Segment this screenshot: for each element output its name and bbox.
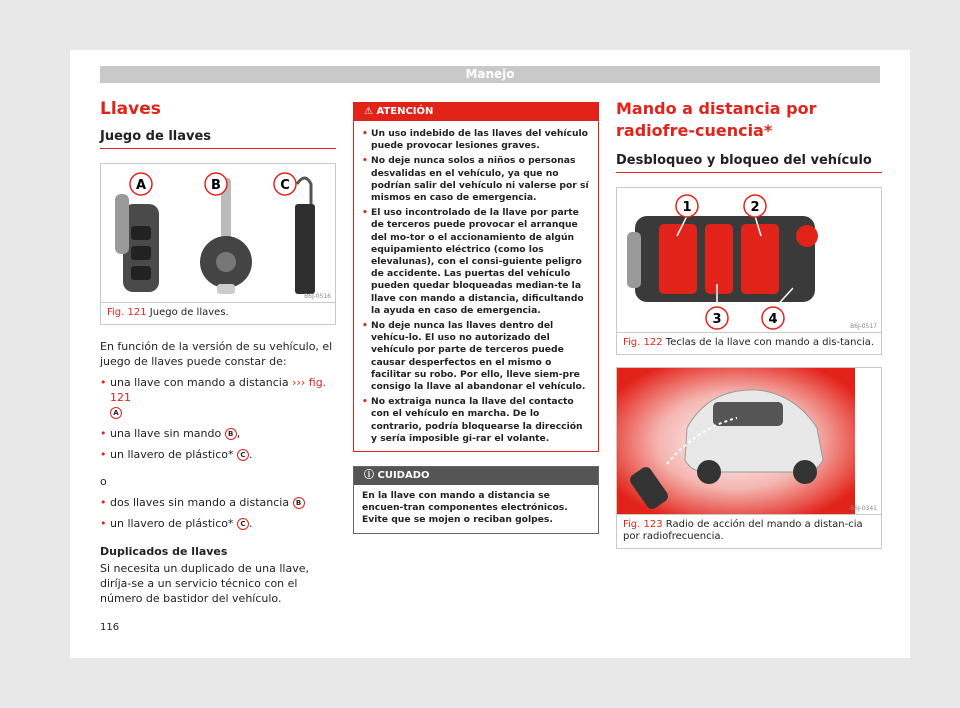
figure-code: B6J-0516 [304,293,331,300]
info-icon: ⓘ [364,470,374,482]
duplicates-heading: Duplicados de llaves [100,545,228,558]
column-2 [353,102,599,534]
figure-code: B6J-0341 [850,505,877,512]
intro-paragraph: En función de la versión de su vehículo, el juego de llaves puede constar de: [100,340,333,368]
warning-item: • No extraiga nunca la llave del contacto con el vehículo en marcha. De lo contrario, podría bloquearse la dirección y sería imposible gi-rar el volante. [362,396,590,445]
svg-text:A: A [135,178,147,193]
caution-box [353,466,599,534]
warning-item: • El uso incontrolado de la llave por parte de terceros puede provocar el arranque del mo-tor o el accionamiento de algún equipamiento eléctrico (como los elevalunas), con el consi-guiente peligro de accidente. Las puertas del vehículo pueden quedar bloqueadas median-te la llave con mando a distancia, dificultando la ayuda en caso de emergencia. [362,207,590,317]
list-item: • una llave con mando a distancia ››› fig. 121 A [100,375,336,420]
remote-range-illustration [617,368,881,514]
manual-page [70,50,910,658]
figure-caption: Fig. 122 Teclas de la llave con mando a dis-tancia. [617,332,881,354]
figure-code: B6J-0517 [850,323,877,330]
list-item: • una llave sin mando B , [100,426,336,441]
section-title: Mando a distancia por radiofre-cuencia* [616,99,817,140]
or-text: o [100,475,107,488]
list-item: • un llavero de plástico* C . [100,516,336,531]
list-item: • dos llaves sin mando a distancia B [100,495,336,510]
section-subtitle: Juego de llaves [100,129,336,149]
badge-b: B [225,428,237,440]
column-3 [616,98,882,549]
figure-121 [100,163,336,325]
figure-123 [616,367,882,549]
column-1 [100,98,336,606]
warning-item: • No deje nunca las llaves dentro del vehícu-lo. El uso no autorizado del vehículo por parte de terceros puede causar desperfectos en el mismo o facilitar su robo. Por ello, lleve siem-pre consigo la llave al abandonar el vehículo. [362,320,590,393]
badge-a: A [110,407,122,419]
warning-icon: ⚠ [364,106,373,117]
figure-link[interactable]: ››› fig. 121 [110,376,327,404]
section-title: Llaves [100,99,161,119]
warning-box [353,102,599,452]
svg-text:C: C [280,178,290,193]
svg-text:1: 1 [682,200,692,215]
section-subtitle: Desbloqueo y bloqueo del vehículo [616,153,882,173]
warning-header: ⚠ ATENCIÓN [354,103,598,121]
figure-122 [616,187,882,355]
svg-text:2: 2 [750,200,760,215]
warning-item: • Un uso indebido de las llaves del vehículo puede provocar lesiones graves. [362,128,590,152]
svg-text:4: 4 [768,312,778,327]
badge-b: B [293,497,305,509]
keyset-illustration [101,164,335,302]
svg-text:3: 3 [712,312,722,327]
badge-c: C [237,518,249,530]
warning-item: • No deje nunca solos a niños o personas desvalidas en el vehículo, ya que no podrían salir del vehículo ni valerse por sí mismos en caso de emergencia. [362,155,590,204]
section-header: Manejo [100,66,880,83]
duplicates-paragraph: Si necesita un duplicado de una llave, diríja-se a un servicio técnico con el número de bastidor del vehículo. [100,562,309,605]
remote-key-illustration [617,188,881,332]
caution-header: ⓘ CUIDADO [354,467,598,485]
caution-text: En la llave con mando a distancia se encuen-tran componentes electrónicos. Evite que se mojen o reciban golpes. [362,490,568,526]
figure-caption: Fig. 121 Juego de llaves. [101,302,335,324]
page-number: 116 [100,622,120,633]
svg-text:B: B [211,178,221,193]
list-item: • un llavero de plástico* C . [100,447,336,462]
figure-caption: Fig. 123 Radio de acción del mando a distan-cia por radiofrecuencia. [617,514,881,548]
badge-c: C [237,449,249,461]
